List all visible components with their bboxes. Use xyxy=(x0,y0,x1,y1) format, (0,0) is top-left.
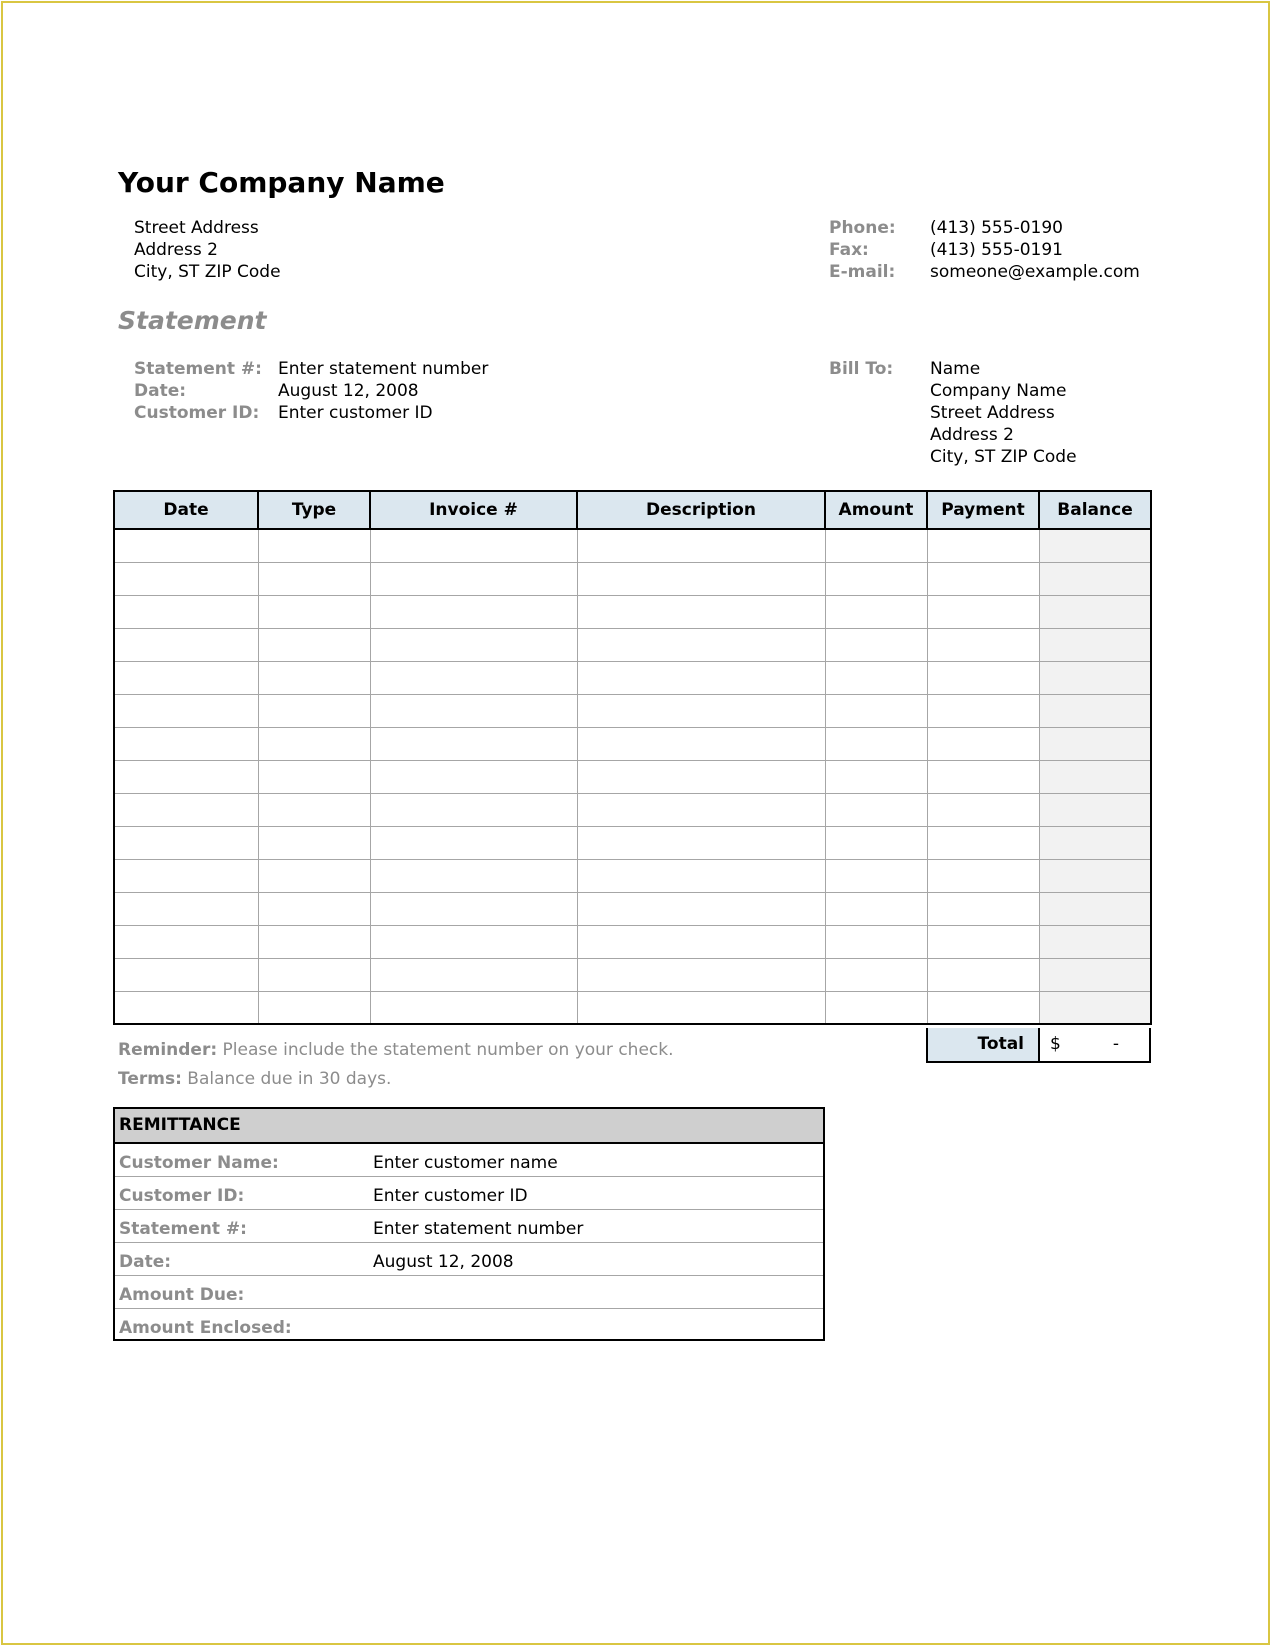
bill-to-city[interactable]: City, ST ZIP Code xyxy=(930,447,1077,467)
table-cell[interactable] xyxy=(114,925,258,958)
table-cell[interactable] xyxy=(577,529,825,562)
customer-id-field[interactable]: Enter customer ID xyxy=(278,403,433,423)
customer-id-label: Customer ID: xyxy=(134,403,260,423)
table-cell[interactable] xyxy=(114,727,258,760)
phone-label: Phone: xyxy=(829,218,896,238)
table-cell[interactable] xyxy=(370,595,577,628)
address-line-1: Street Address xyxy=(134,218,259,238)
table-cell[interactable] xyxy=(577,727,825,760)
remit-label: Statement #: xyxy=(119,1219,247,1239)
remit-statement-number-field[interactable]: Enter statement number xyxy=(373,1219,584,1239)
table-cell[interactable] xyxy=(114,958,258,991)
remit-row-customer-name xyxy=(115,1144,823,1177)
statement-number-field[interactable]: Enter statement number xyxy=(278,359,489,379)
table-cell[interactable] xyxy=(927,595,1039,628)
table-cell[interactable] xyxy=(577,958,825,991)
table-cell[interactable] xyxy=(258,859,370,892)
remit-label: Customer Name: xyxy=(119,1153,279,1173)
table-row xyxy=(114,694,1151,727)
table-cell[interactable] xyxy=(927,958,1039,991)
table-cell[interactable] xyxy=(1039,859,1151,892)
table-cell[interactable] xyxy=(927,661,1039,694)
table-cell[interactable] xyxy=(114,661,258,694)
table-cell[interactable] xyxy=(927,991,1039,1024)
table-cell[interactable] xyxy=(927,694,1039,727)
remit-amount-enclosed-field[interactable] xyxy=(373,1309,823,1342)
table-cell[interactable] xyxy=(577,859,825,892)
table-cell[interactable] xyxy=(114,793,258,826)
remit-label: Amount Due: xyxy=(119,1285,245,1305)
table-cell[interactable] xyxy=(825,958,927,991)
contact-labels xyxy=(829,217,896,283)
table-cell[interactable] xyxy=(825,727,927,760)
table-cell[interactable] xyxy=(577,760,825,793)
table-cell[interactable] xyxy=(370,925,577,958)
col-amount: Amount xyxy=(825,491,927,529)
address-line-3: City, ST ZIP Code xyxy=(134,262,281,282)
table-cell[interactable] xyxy=(258,661,370,694)
table-cell[interactable] xyxy=(825,859,927,892)
table-cell[interactable] xyxy=(258,892,370,925)
remit-row-date xyxy=(115,1243,823,1276)
email-label: E-mail: xyxy=(829,262,896,282)
statement-title: Statement xyxy=(118,306,267,335)
statement-table xyxy=(113,490,1152,1025)
table-row xyxy=(114,991,1151,1024)
table-row xyxy=(114,760,1151,793)
company-address xyxy=(134,217,281,283)
reminder-note xyxy=(118,1040,674,1060)
table-cell[interactable] xyxy=(258,958,370,991)
remittance-box xyxy=(113,1107,825,1341)
table-row xyxy=(114,562,1151,595)
remit-row-customer-id xyxy=(115,1177,823,1210)
table-cell[interactable] xyxy=(927,562,1039,595)
table-cell[interactable] xyxy=(258,991,370,1024)
table-cell[interactable] xyxy=(258,760,370,793)
remit-row-amount-due xyxy=(115,1276,823,1309)
table-cell[interactable] xyxy=(927,892,1039,925)
table-cell[interactable] xyxy=(258,595,370,628)
table-cell[interactable] xyxy=(927,628,1039,661)
fax-value: (413) 555-0191 xyxy=(930,240,1063,260)
contact-values xyxy=(930,217,1140,283)
bill-to-block xyxy=(930,358,1077,468)
table-cell[interactable] xyxy=(114,529,258,562)
table-cell[interactable] xyxy=(1039,529,1151,562)
table-cell[interactable] xyxy=(825,991,927,1024)
table-cell[interactable] xyxy=(825,694,927,727)
statement-values xyxy=(278,358,488,424)
email-value: someone@example.com xyxy=(930,262,1140,282)
col-description: Description xyxy=(577,491,825,529)
table-cell[interactable] xyxy=(114,859,258,892)
table-cell[interactable] xyxy=(1039,727,1151,760)
table-cell[interactable] xyxy=(927,925,1039,958)
bill-to-company[interactable]: Company Name xyxy=(930,381,1067,401)
table-cell[interactable] xyxy=(114,991,258,1024)
remittance-title: REMITTANCE xyxy=(115,1109,823,1144)
terms-text: Balance due in 30 days. xyxy=(181,1069,392,1089)
remit-customer-id-field[interactable]: Enter customer ID xyxy=(373,1186,528,1206)
remit-row-statement-number xyxy=(115,1210,823,1243)
table-cell[interactable] xyxy=(825,628,927,661)
table-row xyxy=(114,925,1151,958)
table-row xyxy=(114,727,1151,760)
table-row xyxy=(114,529,1151,562)
table-cell[interactable] xyxy=(1039,628,1151,661)
table-cell[interactable] xyxy=(1039,892,1151,925)
table-cell[interactable] xyxy=(1039,661,1151,694)
table-cell[interactable] xyxy=(370,826,577,859)
table-cell[interactable] xyxy=(825,760,927,793)
table-cell[interactable] xyxy=(577,826,825,859)
bill-to-label: Bill To: xyxy=(829,359,894,379)
table-cell[interactable] xyxy=(577,661,825,694)
table-cell[interactable] xyxy=(577,595,825,628)
table-cell[interactable] xyxy=(1039,562,1151,595)
table-cell[interactable] xyxy=(114,892,258,925)
table-cell[interactable] xyxy=(258,529,370,562)
table-row xyxy=(114,859,1151,892)
table-cell[interactable] xyxy=(1039,925,1151,958)
remit-row-amount-enclosed xyxy=(115,1309,823,1342)
table-cell[interactable] xyxy=(370,628,577,661)
table-cell[interactable] xyxy=(258,826,370,859)
remit-label: Customer ID: xyxy=(119,1186,245,1206)
date-field[interactable]: August 12, 2008 xyxy=(278,381,419,401)
table-cell[interactable] xyxy=(1039,826,1151,859)
table-row xyxy=(114,628,1151,661)
address-line-2: Address 2 xyxy=(134,240,218,260)
remit-amount-due-field[interactable] xyxy=(373,1276,823,1308)
table-cell[interactable] xyxy=(1039,991,1151,1024)
table-cell[interactable] xyxy=(825,892,927,925)
company-name: Your Company Name xyxy=(118,166,445,199)
table-cell[interactable] xyxy=(370,793,577,826)
table-cell[interactable] xyxy=(370,859,577,892)
table-cell[interactable] xyxy=(258,562,370,595)
table-cell[interactable] xyxy=(927,727,1039,760)
table-cell[interactable] xyxy=(370,661,577,694)
table-cell[interactable] xyxy=(577,991,825,1024)
table-cell[interactable] xyxy=(258,793,370,826)
table-cell[interactable] xyxy=(114,562,258,595)
table-cell[interactable] xyxy=(577,925,825,958)
table-cell[interactable] xyxy=(577,562,825,595)
table-cell[interactable] xyxy=(577,628,825,661)
table-cell[interactable] xyxy=(114,628,258,661)
table-cell[interactable] xyxy=(927,859,1039,892)
table-cell[interactable] xyxy=(370,727,577,760)
table-cell[interactable] xyxy=(370,958,577,991)
table-cell[interactable] xyxy=(370,760,577,793)
table-cell[interactable] xyxy=(927,826,1039,859)
bill-to-name[interactable]: Name xyxy=(930,359,981,379)
total-label: Total xyxy=(928,1028,1040,1061)
table-row xyxy=(114,892,1151,925)
statement-number-label: Statement #: xyxy=(134,359,262,379)
remit-date-field[interactable]: August 12, 2008 xyxy=(373,1252,514,1272)
table-body xyxy=(114,529,1151,1024)
statement-labels xyxy=(134,358,262,424)
table-cell[interactable] xyxy=(825,661,927,694)
table-cell[interactable] xyxy=(825,826,927,859)
table-cell[interactable] xyxy=(114,826,258,859)
table-cell[interactable] xyxy=(927,793,1039,826)
table-cell[interactable] xyxy=(825,562,927,595)
table-row xyxy=(114,793,1151,826)
table-cell[interactable] xyxy=(370,892,577,925)
date-label: Date: xyxy=(134,381,187,401)
table-cell[interactable] xyxy=(825,793,927,826)
table-cell[interactable] xyxy=(1039,595,1151,628)
table-cell[interactable] xyxy=(825,925,927,958)
col-type: Type xyxy=(258,491,370,529)
table-cell[interactable] xyxy=(258,925,370,958)
table-cell[interactable] xyxy=(1039,958,1151,991)
table-cell[interactable] xyxy=(114,595,258,628)
table-row xyxy=(114,958,1151,991)
remit-label: Amount Enclosed: xyxy=(119,1318,292,1338)
table-cell[interactable] xyxy=(577,793,825,826)
table-cell[interactable] xyxy=(370,694,577,727)
reminder-label: Reminder: xyxy=(118,1040,218,1060)
table-cell[interactable] xyxy=(370,529,577,562)
terms-note xyxy=(118,1069,391,1089)
col-payment: Payment xyxy=(927,491,1039,529)
terms-label: Terms: xyxy=(118,1069,182,1089)
table-cell[interactable] xyxy=(577,892,825,925)
table-cell[interactable] xyxy=(114,760,258,793)
col-balance: Balance xyxy=(1039,491,1151,529)
table-header-row xyxy=(114,491,1151,529)
table-cell[interactable] xyxy=(258,628,370,661)
table-cell[interactable] xyxy=(1039,694,1151,727)
total-amount: - xyxy=(1112,1034,1119,1054)
table-cell[interactable] xyxy=(825,529,927,562)
table-cell[interactable] xyxy=(258,727,370,760)
table-cell[interactable] xyxy=(370,562,577,595)
table-cell[interactable] xyxy=(577,694,825,727)
bill-to-address-2[interactable]: Address 2 xyxy=(930,425,1014,445)
col-date: Date xyxy=(114,491,258,529)
table-row xyxy=(114,826,1151,859)
table-cell[interactable] xyxy=(114,694,258,727)
total-box xyxy=(926,1028,1151,1063)
bill-to-street[interactable]: Street Address xyxy=(930,403,1055,423)
table-cell[interactable] xyxy=(825,595,927,628)
total-currency: $ xyxy=(1050,1034,1061,1054)
table-cell[interactable] xyxy=(1039,760,1151,793)
phone-value: (413) 555-0190 xyxy=(930,218,1063,238)
table-row xyxy=(114,661,1151,694)
remit-label: Date: xyxy=(119,1252,172,1272)
table-cell[interactable] xyxy=(370,991,577,1024)
table-cell[interactable] xyxy=(927,760,1039,793)
remit-customer-name-field[interactable]: Enter customer name xyxy=(373,1153,558,1173)
total-value xyxy=(1040,1028,1149,1061)
reminder-text: Please include the statement number on your check. xyxy=(217,1040,674,1060)
col-invoice: Invoice # xyxy=(370,491,577,529)
table-row xyxy=(114,595,1151,628)
fax-label: Fax: xyxy=(829,240,869,260)
table-cell[interactable] xyxy=(1039,793,1151,826)
table-cell[interactable] xyxy=(927,529,1039,562)
table-cell[interactable] xyxy=(258,694,370,727)
